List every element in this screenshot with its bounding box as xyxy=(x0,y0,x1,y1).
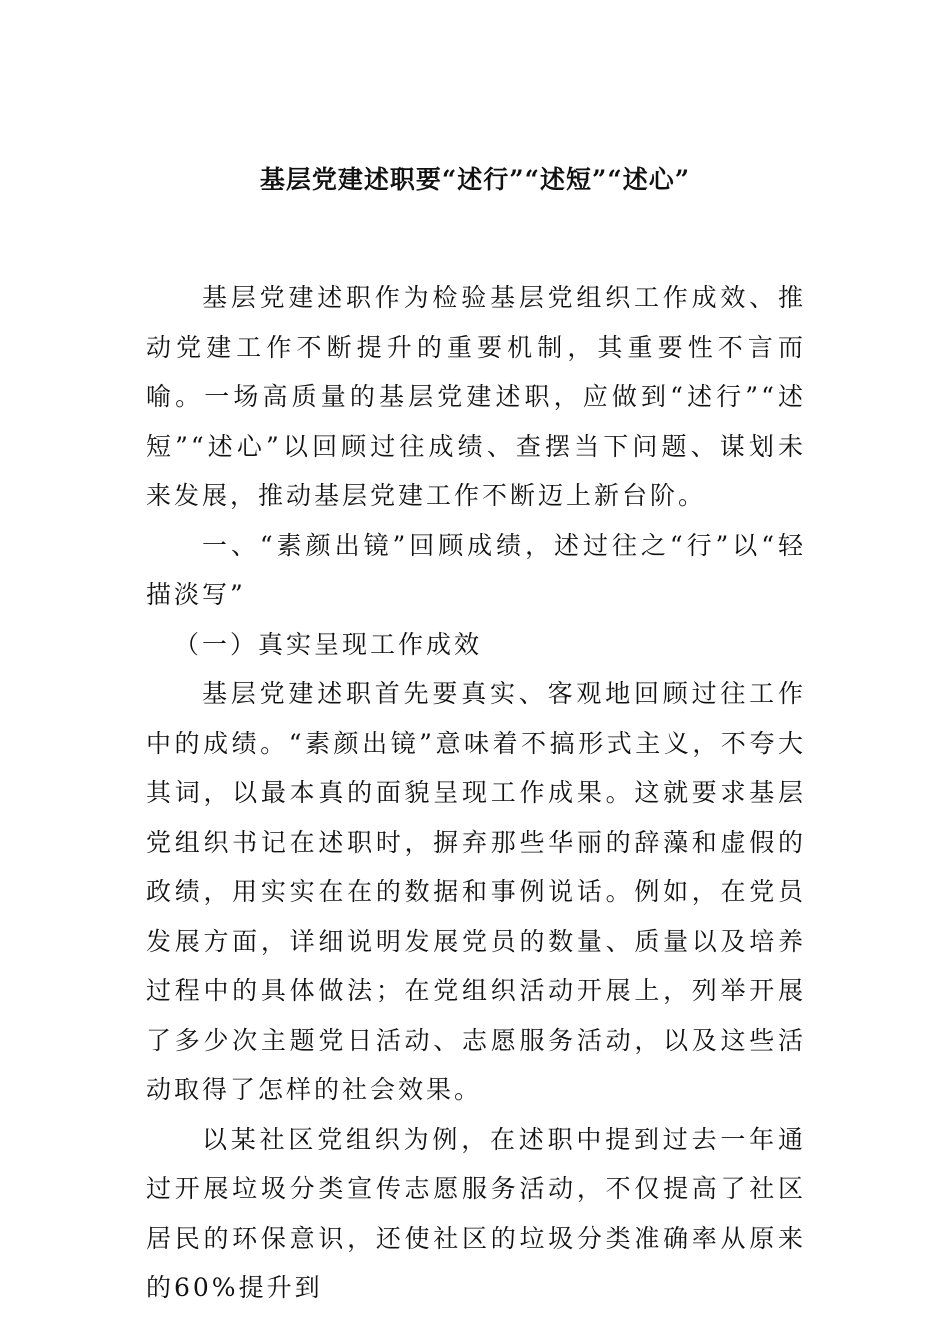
document-body xyxy=(146,273,806,1313)
document-title: 基层党建述职要“述行”“述短”“述心” xyxy=(259,165,691,194)
subsection-heading: （一）真实呈现工作成效 xyxy=(174,629,483,659)
section-heading: 一、“素颜出镜”回顾成绩，述过往之“行”以“轻描淡写” xyxy=(146,530,806,609)
example-paragraph: 以某社区党组织为例，在述职中提到过去一年通过开展垃圾分类宣传志愿服务活动，不仅提高了社区居民的环保意识，还使社区的垃圾分类准确率从原来的60%提升到 xyxy=(146,1124,806,1302)
body-paragraph: 基层党建述职首先要真实、客观地回顾过往工作中的成绩。“素颜出镜”意味着不搞形式主义，不夸大其词，以最本真的面貌呈现工作成果。这就要求基层党组织书记在述职时，摒弃那些华丽的辞藻和虚假的政绩，用实实在在的数据和事例说话。例如，在党员发展方面，详细说明发展党员的数量、质量以及培养过程中的具体做法；在党组织活动开展上，列举开展了多少次主题党日活动、志愿服务活动，以及这些活动取得了怎样的社会效果。 xyxy=(146,679,806,1104)
intro-paragraph: 基层党建述职作为检验基层党组织工作成效、推动党建工作不断提升的重要机制，其重要性不言而喻。一场高质量的基层党建述职，应做到“述行”“述短”“述心”以回顾过往成绩、查摆当下问题、谋划未来发展，推动基层党建工作不断迈上新台阶。 xyxy=(146,283,806,510)
